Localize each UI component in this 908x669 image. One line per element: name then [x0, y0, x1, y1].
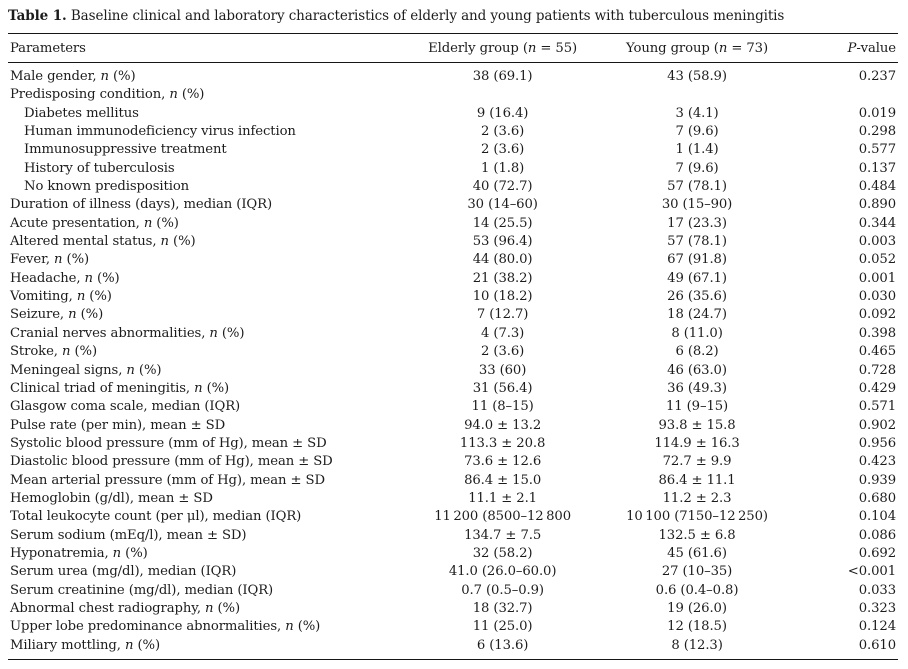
- elderly-value-cell: 32 (58.2): [472, 545, 533, 561]
- param-cell: Stroke, n (%): [10, 344, 97, 360]
- pvalue-cell: 0.003: [858, 234, 896, 250]
- elderly-value-cell: 21 (38.2): [472, 270, 533, 286]
- elderly-value-cell: 11 (25.0): [472, 619, 533, 635]
- elderly-value-cell: 30 (14–60): [467, 197, 538, 213]
- table-row: [8, 141, 898, 159]
- elderly-value-cell: 31 (56.4): [472, 380, 533, 396]
- pvalue-cell: 0.052: [858, 252, 896, 268]
- table-row: [8, 398, 898, 416]
- param-cell: Diastolic blood pressure (mm of Hg), mean ± SD: [10, 454, 333, 470]
- pvalue-cell: 0.086: [858, 527, 896, 543]
- pvalue-cell: 0.680: [858, 490, 896, 506]
- param-cell: Serum creatinine (mg/dl), median (IQR): [10, 582, 274, 598]
- elderly-value-cell: [401, 86, 604, 104]
- pvalue-cell: <0.001: [847, 564, 896, 580]
- table-row: [8, 472, 898, 490]
- young-value-cell: 30 (15–90): [661, 197, 733, 213]
- young-value-cell: 11 (9–15): [665, 399, 729, 415]
- param-cell: Male gender, n (%): [10, 69, 136, 84]
- pvalue-cell: 0.019: [858, 105, 896, 121]
- table-row: [8, 270, 898, 288]
- young-value-cell: 18 (24.7): [667, 307, 727, 323]
- param-cell: Diabetes mellitus: [24, 105, 139, 121]
- pvalue-cell: 0.610: [858, 637, 896, 653]
- col-header-parameters: Parameters: [8, 34, 401, 63]
- pvalue-cell: 0.465: [858, 344, 896, 360]
- pvalue-cell: 0.398: [858, 325, 896, 341]
- table-caption-text: Baseline clinical and laboratory characteristics of elderly and young patients with tuberculous meningitis: [70, 8, 785, 24]
- table-row: [8, 582, 898, 600]
- pvalue-cell: 0.939: [858, 472, 896, 488]
- param-cell: Fever, n (%): [10, 252, 90, 268]
- elderly-value-cell: 53 (96.4): [472, 234, 533, 250]
- pvalue-cell: 0.692: [858, 545, 896, 561]
- young-value-cell: 8 (12.3): [671, 637, 723, 653]
- table-row: [8, 637, 898, 660]
- young-value-cell: 49 (67.1): [667, 270, 727, 286]
- elderly-value-cell: 73.6 ± 12.6: [464, 454, 542, 470]
- elderly-value-cell: 0.7 (0.5–0.9): [461, 582, 544, 598]
- pvalue-cell: 0.484: [858, 179, 896, 195]
- pvalue-cell: 0.902: [858, 417, 896, 433]
- pvalue-cell: 0.001: [858, 270, 896, 286]
- young-value-cell: 11.2 ± 2.3: [662, 490, 732, 506]
- young-value-cell: 86.4 ± 11.1: [658, 472, 736, 488]
- young-value-cell: 45 (61.6): [667, 545, 727, 561]
- table-row: [8, 196, 898, 214]
- young-value-cell: 7 (9.6): [675, 160, 719, 176]
- table-row: [8, 563, 898, 581]
- young-value-cell: 8 (11.0): [671, 325, 723, 341]
- param-cell: Miliary mottling, n (%): [10, 637, 160, 653]
- elderly-value-cell: 2 (3.6): [481, 142, 525, 158]
- table-row: [8, 618, 898, 636]
- param-cell: Systolic blood pressure (mm of Hg), mean ± SD: [10, 435, 327, 451]
- table-row: [8, 490, 898, 508]
- param-cell: Serum urea (mg/dl), median (IQR): [10, 564, 237, 580]
- young-value-cell: 132.5 ± 6.8: [658, 527, 736, 543]
- pvalue-cell: 0.577: [858, 142, 896, 158]
- table-row: [8, 123, 898, 141]
- param-cell: Acute presentation, n (%): [10, 215, 179, 231]
- pvalue-cell: 0.137: [858, 160, 896, 176]
- elderly-value-cell: 11 200 (8500–12 800: [434, 509, 571, 525]
- young-value-cell: 26 (35.6): [667, 289, 727, 305]
- param-cell: Headache, n (%): [10, 270, 120, 286]
- param-cell: Seizure, n (%): [10, 307, 104, 323]
- pvalue-cell: 0.092: [858, 307, 896, 323]
- elderly-value-cell: 4 (7.3): [481, 325, 525, 341]
- table-row: [8, 527, 898, 545]
- param-cell: Mean arterial pressure (mm of Hg), mean ± SD: [10, 472, 325, 488]
- param-cell: Hyponatremia, n (%): [10, 545, 148, 561]
- young-value-cell: 67 (91.8): [667, 252, 727, 268]
- param-cell: Duration of illness (days), median (IQR): [10, 197, 273, 213]
- young-value-cell: 7 (9.6): [675, 124, 719, 140]
- table-number: Table 1.: [8, 8, 67, 24]
- pvalue-cell: 0.344: [858, 215, 896, 231]
- elderly-value-cell: 18 (32.7): [472, 600, 533, 616]
- param-cell: Pulse rate (per min), mean ± SD: [10, 417, 226, 433]
- young-value-cell: 1 (1.4): [675, 142, 719, 158]
- young-value-cell: 46 (63.0): [667, 362, 727, 378]
- table-row: [8, 453, 898, 471]
- table-row: [8, 435, 898, 453]
- table-row: [8, 508, 898, 526]
- elderly-value-cell: 38 (69.1): [472, 69, 533, 84]
- pvalue-cell: 0.429: [858, 380, 896, 396]
- param-cell: Immunosuppressive treatment: [24, 142, 227, 158]
- elderly-value-cell: 7 (12.7): [476, 307, 529, 323]
- elderly-value-cell: 40 (72.7): [472, 179, 533, 195]
- table-row: [8, 306, 898, 324]
- elderly-value-cell: 6 (13.6): [476, 637, 529, 653]
- pvalue-cell: 0.104: [858, 509, 896, 525]
- table-row: [8, 160, 898, 178]
- elderly-value-cell: 41.0 (26.0–60.0): [448, 564, 557, 580]
- pvalue-cell: 0.033: [858, 582, 896, 598]
- param-cell: Serum sodium (mEq/l), mean ± SD): [10, 527, 247, 543]
- young-value-cell: 43 (58.9): [667, 69, 727, 84]
- pvalue-cell: 0.124: [858, 619, 896, 635]
- param-cell: Altered mental status, n (%): [10, 234, 196, 250]
- elderly-value-cell: 113.3 ± 20.8: [459, 435, 546, 451]
- header-row: [8, 34, 898, 63]
- young-value-cell: 57 (78.1): [667, 179, 727, 195]
- elderly-value-cell: 11.1 ± 2.1: [468, 490, 537, 506]
- young-value-cell: 57 (78.1): [667, 234, 727, 250]
- param-cell: Cranial nerves abnormalities, n (%): [10, 325, 245, 341]
- pvalue-cell: 0.571: [858, 399, 896, 415]
- young-value-cell: 19 (26.0): [667, 600, 727, 616]
- young-value-cell: 36 (49.3): [667, 380, 727, 396]
- pvalue-cell: [790, 86, 898, 104]
- elderly-value-cell: 14 (25.5): [472, 215, 533, 231]
- table-row: [8, 215, 898, 233]
- table-row: [8, 545, 898, 563]
- young-value-cell: 6 (8.2): [675, 344, 719, 360]
- table-row: [8, 362, 898, 380]
- col-header-young-group: Young group (n = 73): [604, 34, 789, 63]
- table-row: [8, 380, 898, 398]
- table-row: [8, 86, 898, 104]
- table-row: [8, 105, 898, 123]
- col-header-p-value: P-value: [790, 34, 898, 63]
- param-cell: No known predisposition: [24, 179, 190, 195]
- elderly-value-cell: 9 (16.4): [476, 105, 529, 121]
- baseline-characteristics-table: [8, 33, 898, 660]
- elderly-value-cell: 10 (18.2): [472, 289, 533, 305]
- elderly-value-cell: 2 (3.6): [481, 124, 525, 140]
- param-cell: Human immunodeficiency virus infection: [24, 124, 296, 140]
- col-header-elderly-group: Elderly group (n = 55): [401, 34, 604, 63]
- elderly-value-cell: 44 (80.0): [472, 252, 533, 268]
- elderly-value-cell: 2 (3.6): [481, 344, 525, 360]
- young-value-cell: 93.8 ± 15.8: [658, 417, 736, 433]
- table-row: [8, 343, 898, 361]
- table-caption: [8, 8, 898, 25]
- pvalue-cell: 0.298: [858, 124, 896, 140]
- param-cell: Clinical triad of meningitis, n (%): [10, 380, 230, 396]
- table-row: [8, 600, 898, 618]
- param-cell: Total leukocyte count (per μl), median (IQR): [10, 509, 302, 525]
- table-row: [8, 63, 898, 87]
- pvalue-cell: 0.890: [858, 197, 896, 213]
- pvalue-cell: 0.030: [858, 289, 896, 305]
- param-cell: Upper lobe predominance abnormalities, n (%): [10, 619, 321, 635]
- table-body: [8, 63, 898, 660]
- param-cell: Hemoglobin (g/dl), mean ± SD: [10, 490, 213, 506]
- pvalue-cell: 0.237: [858, 69, 896, 84]
- param-cell: Meningeal signs, n (%): [10, 362, 162, 378]
- pvalue-cell: 0.956: [858, 435, 896, 451]
- elderly-value-cell: 1 (1.8): [481, 160, 525, 176]
- param-cell: Glasgow coma scale, median (IQR): [10, 399, 241, 415]
- young-value-cell: 10 100 (7150–12 250): [626, 509, 768, 525]
- young-value-cell: 17 (23.3): [667, 215, 727, 231]
- table-row: [8, 233, 898, 251]
- table-row: [8, 325, 898, 343]
- elderly-value-cell: 134.7 ± 7.5: [464, 527, 542, 543]
- table-row: [8, 288, 898, 306]
- elderly-value-cell: 94.0 ± 13.2: [464, 417, 542, 433]
- elderly-value-cell: 86.4 ± 15.0: [464, 472, 542, 488]
- young-value-cell: 12 (18.5): [667, 619, 727, 635]
- param-cell: History of tuberculosis: [24, 160, 175, 176]
- param-cell: Abnormal chest radiography, n (%): [10, 600, 241, 616]
- young-value-cell: 114.9 ± 16.3: [654, 435, 740, 451]
- young-value-cell: 0.6 (0.4–0.8): [655, 582, 739, 598]
- young-value-cell: 3 (4.1): [675, 105, 719, 121]
- param-cell: Predisposing condition, n (%): [10, 87, 205, 103]
- param-cell: Vomiting, n (%): [10, 289, 112, 305]
- young-value-cell: 27 (10–35): [661, 564, 733, 580]
- young-value-cell: 72.7 ± 9.9: [662, 454, 732, 470]
- table-row: [8, 178, 898, 196]
- table-row: [8, 417, 898, 435]
- young-value-cell: [604, 86, 789, 104]
- table-row: [8, 251, 898, 269]
- pvalue-cell: 0.728: [858, 362, 896, 378]
- elderly-value-cell: 11 (8–15): [471, 399, 534, 415]
- pvalue-cell: 0.423: [858, 454, 896, 470]
- elderly-value-cell: 33 (60): [478, 362, 527, 378]
- pvalue-cell: 0.323: [858, 600, 896, 616]
